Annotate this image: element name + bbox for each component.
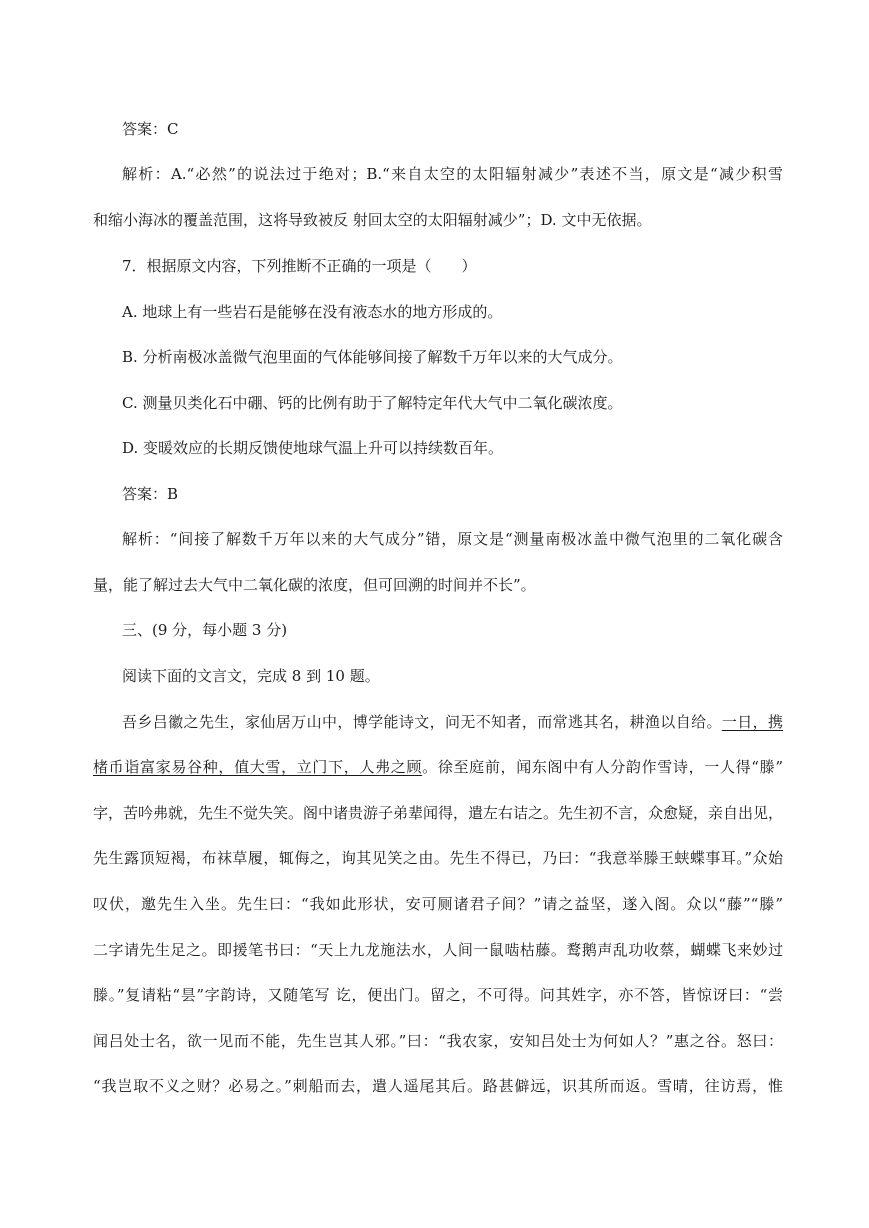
answer-line-6: 答案：C [122,120,179,138]
passage-line-2-text: 。徐至庭前，闻东阁中有人分韵作雪诗，一人得“滕” [422,758,783,776]
passage-line-3: 字，苦吟弗就，先生不觉失笑。阁中诸贵游子弟辈闻得，遣左右诘之。先生初不言，众愈疑，亲自出见， [93,804,784,822]
passage-line-1 [122,712,783,732]
section-three-heading: 三、(9 分，每小题 3 分) [122,621,288,639]
passage-line-4: 先生露顶短褐，布袜草履，辄侮之，询其见笑之由。先生不得已，乃曰：“我意举滕王蛱蝶事耳。”众始 [93,849,783,867]
underlined-sentence-end: 楮币诣富家易谷种，值大雪，立门下，人弗之顾 [93,758,423,776]
passage-line-7: 滕。”复请粘“昙”字韵诗，又随笔写 讫，便出门。留之，不可得。问其姓字，亦不答，皆惊讶曰：“尝 [93,986,783,1004]
analysis-6-line-1: 解析：A.“必然”的说法过于绝对；B.“来自太空的太阳辐射减少”表述不当，原文是“减少积雪 [122,165,783,183]
passage-line-1-text: 吾乡吕徽之先生，家仙居万山中，博学能诗文，问无不知者，而常逃其名，耕渔以自给。 [122,713,722,731]
passage-line-6: 二字请先生足之。即援笔书曰：“天上九龙施法水，人间一鼠啮枯藤。鹜鹅声乱功收蔡，蝴蝶飞来妙过 [93,941,783,959]
underlined-sentence-start: 一日，携 [721,713,783,731]
passage-line-8: 闻吕处士名，欲一见而不能，先生岂其人邪。”曰：“我农家，安知吕处士为何如人？”惠之谷。怒曰： [93,1032,783,1050]
question-7-option-c: C. 测量贝类化石中硼、钙的比例有助于了解特定年代大气中二氧化碳浓度。 [122,394,623,412]
analysis-6-line-2: 和缩小海冰的覆盖范围，这将导致被反 射回太空的太阳辐射减少”；D. 文中无依据。 [93,211,652,229]
question-7-stem: 7．根据原文内容，下列推断不正确的一项是（ ） [122,257,477,275]
passage-line-2 [93,757,783,777]
analysis-7-line-1: 解析：“间接了解数千万年以来的大气成分”错，原文是“测量南极冰盖中微气泡里的二氧化碳含 [122,530,783,548]
passage-line-5: 叹伏，邀先生入坐。先生曰：“我如此形状，安可厕诸君子间？”请之益坚，遂入阁。众以“藤”“滕” [93,895,783,913]
question-7-option-b: B. 分析南极冰盖微气泡里面的气体能够间接了解数千万年以来的大气成分。 [122,348,623,366]
passage-line-9: “我岂取不义之财？必易之。”刺船而去，遣人遥尾其后。路甚僻远，识其所而返。雪晴，往访焉，惟 [93,1077,783,1095]
question-7-option-a: A. 地球上有一些岩石是能够在没有液态水的地方形成的。 [122,303,503,321]
answer-line-7: 答案：B [122,485,179,503]
analysis-7-line-2: 量，能了解过去大气中二氧化碳的浓度，但可回溯的时间并不长”。 [93,576,536,594]
section-three-instruction: 阅读下面的文言文，完成 8 到 10 题。 [122,667,380,685]
question-7-option-d: D. 变暖效应的长期反馈使地球气温上升可以持续数百年。 [122,439,504,457]
